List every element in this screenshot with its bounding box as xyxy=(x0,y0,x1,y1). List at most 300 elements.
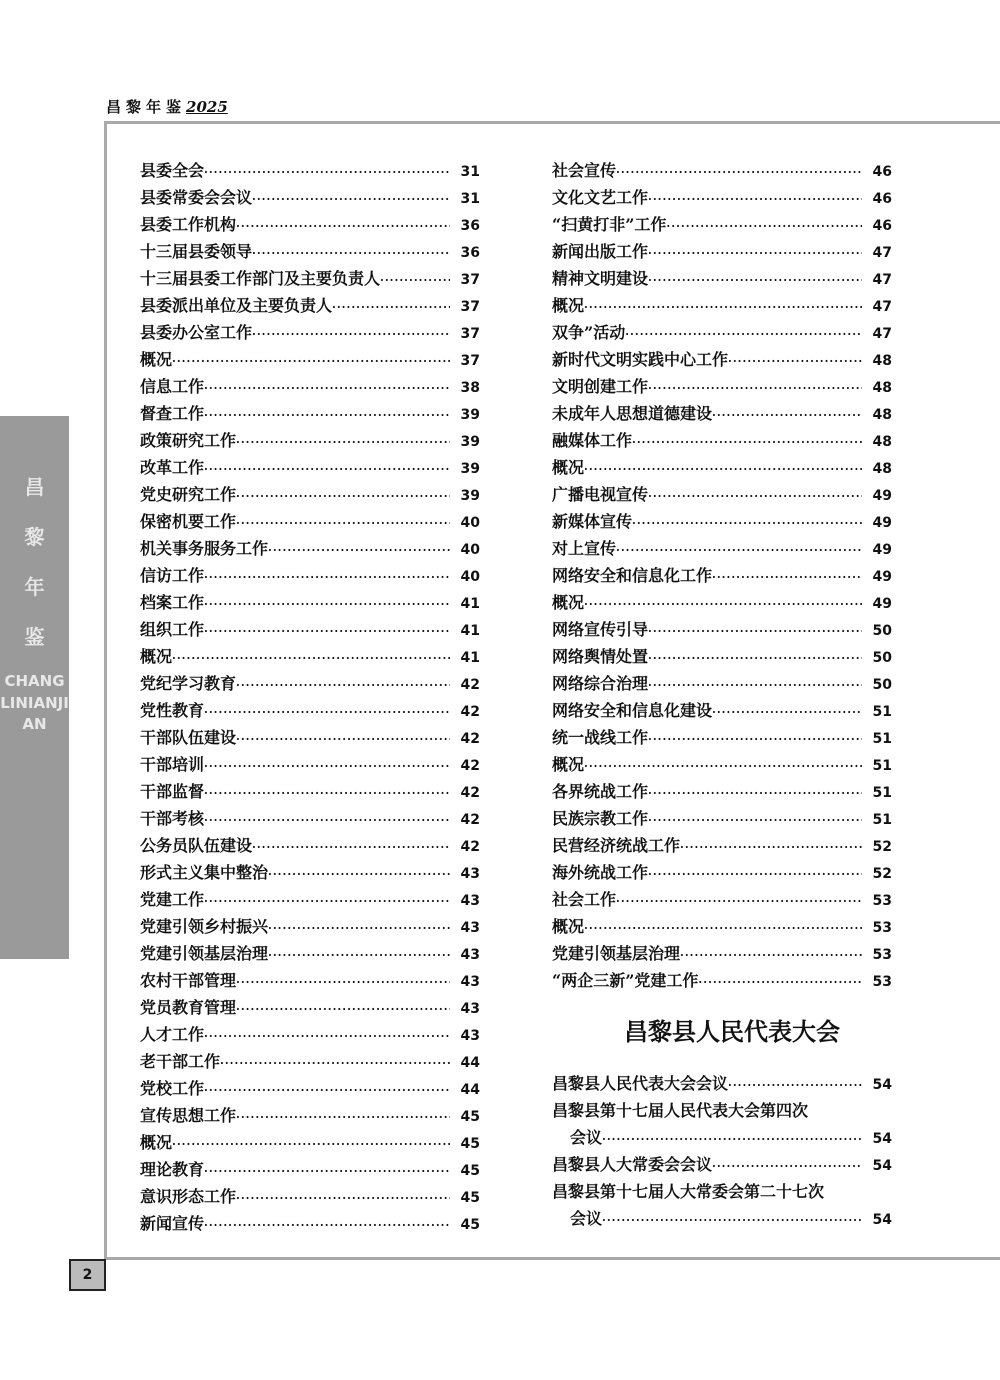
leader-dots xyxy=(204,753,450,780)
toc-entry[interactable] xyxy=(140,346,480,373)
toc-entry-page: 43 xyxy=(460,947,480,963)
toc-entry[interactable] xyxy=(140,940,480,967)
toc-entry-title: 党纪学习教育 xyxy=(140,674,237,693)
leader-dots xyxy=(268,861,450,888)
leader-dots xyxy=(648,240,862,267)
toc-entry[interactable] xyxy=(552,778,892,805)
toc-entry[interactable] xyxy=(552,319,892,346)
toc-entry-title: 公务员队伍建设 xyxy=(140,836,253,855)
leader-dots xyxy=(172,1131,450,1158)
leader-dots xyxy=(648,726,862,753)
leader-dots xyxy=(204,564,450,591)
leader-dots xyxy=(648,807,862,834)
toc-entry[interactable] xyxy=(140,1021,480,1048)
leader-dots xyxy=(252,321,450,348)
toc-entry-page: 54 xyxy=(872,1131,892,1147)
leader-dots xyxy=(220,1050,450,1077)
leader-dots xyxy=(648,672,862,699)
toc-entry-page: 48 xyxy=(872,353,892,369)
leader-dots xyxy=(236,996,450,1023)
toc-entry-title: 保密机要工作 xyxy=(140,512,237,531)
toc-entry-title: “两企三新”党建工作 xyxy=(552,971,699,990)
leader-dots xyxy=(648,186,862,213)
toc-entry[interactable] xyxy=(140,184,480,211)
toc-entry[interactable] xyxy=(552,508,892,535)
leader-dots xyxy=(204,1212,450,1239)
leader-dots xyxy=(712,402,862,429)
leader-dots xyxy=(204,1077,450,1104)
side-tab-char: 鉴 xyxy=(24,625,45,649)
toc-entry[interactable] xyxy=(552,805,892,832)
toc-entry-title: 党建引领基层治理 xyxy=(552,944,681,963)
leader-dots xyxy=(648,483,862,510)
side-tab-latin: CHANGLINIANJIAN xyxy=(0,672,69,733)
leader-dots xyxy=(236,1185,450,1212)
leader-dots xyxy=(204,618,450,645)
toc-entry-title: 概况 xyxy=(552,296,585,315)
toc-entry-title: 党建引领基层治理 xyxy=(140,944,269,963)
toc-entry[interactable] xyxy=(140,1075,480,1102)
toc-entry-page: 53 xyxy=(872,974,892,990)
toc-entry[interactable] xyxy=(552,859,892,886)
toc-entry-title: 概况 xyxy=(552,917,585,936)
side-tab-char: 黎 xyxy=(24,525,45,549)
toc-entry-title: 昌黎县第十七届人大常委会第二十七次 xyxy=(552,1182,825,1201)
toc-entry-title: 民营经济统战工作 xyxy=(552,836,681,855)
leader-dots xyxy=(252,834,450,861)
toc-entry-title: 概况 xyxy=(140,350,173,369)
toc-entry-title: 党史研究工作 xyxy=(140,485,237,504)
toc-entry[interactable] xyxy=(140,1210,480,1237)
toc-entry-page: 42 xyxy=(460,839,480,855)
toc-entry-page: 45 xyxy=(460,1163,480,1179)
toc-entry-title: 融媒体工作 xyxy=(552,431,633,450)
toc-entry-page: 47 xyxy=(872,299,892,315)
page-number: 2 xyxy=(69,1259,106,1291)
toc-entry-title: 形式主义集中整治 xyxy=(140,863,269,882)
toc-left-column xyxy=(140,157,480,1237)
leader-dots xyxy=(236,213,450,240)
toc-entry-title: 干部考核 xyxy=(140,809,205,828)
toc-entry-page: 41 xyxy=(460,596,480,612)
toc-entry-page: 51 xyxy=(872,704,892,720)
leader-dots xyxy=(648,861,862,888)
toc-entry[interactable] xyxy=(140,967,480,994)
toc-entry-title: 机关事务服务工作 xyxy=(140,539,269,558)
toc-entry[interactable] xyxy=(552,589,892,616)
toc-entry-title: 未成年人思想道德建设 xyxy=(552,404,713,423)
toc-entry-page: 47 xyxy=(872,272,892,288)
toc-entry-page: 54 xyxy=(872,1077,892,1093)
toc-entry[interactable] xyxy=(140,265,480,292)
toc-entry-page: 41 xyxy=(460,623,480,639)
leader-dots xyxy=(680,942,862,969)
toc-entry-page: 39 xyxy=(460,434,480,450)
toc-entry-page: 45 xyxy=(460,1109,480,1125)
toc-entry-page: 47 xyxy=(872,326,892,342)
toc-entry-page: 42 xyxy=(460,704,480,720)
toc-entry-title: 理论教育 xyxy=(140,1160,205,1179)
side-tab xyxy=(0,416,69,959)
toc-entry-page: 45 xyxy=(460,1136,480,1152)
leader-dots xyxy=(204,159,450,186)
toc-entry[interactable] xyxy=(552,697,892,724)
toc-entry[interactable] xyxy=(552,1151,892,1178)
toc-entry[interactable] xyxy=(552,292,892,319)
toc-entry[interactable] xyxy=(140,319,480,346)
toc-entry-page: 39 xyxy=(460,461,480,477)
leader-dots xyxy=(712,699,862,726)
toc-entry[interactable] xyxy=(140,832,480,859)
toc-entry-title: “扫黄打非”工作 xyxy=(552,215,667,234)
toc-entry-title: 新闻宣传 xyxy=(140,1214,205,1233)
toc-entry-page: 48 xyxy=(872,461,892,477)
toc-entry[interactable] xyxy=(140,157,480,184)
toc-entry-title: 县委常委会会议 xyxy=(140,188,253,207)
toc-entry-title: 十三届县委领导 xyxy=(140,242,253,261)
toc-entry-title: 意识形态工作 xyxy=(140,1187,237,1206)
toc-entry-title: 信息工作 xyxy=(140,377,205,396)
toc-entry[interactable] xyxy=(552,157,892,184)
toc-entry[interactable] xyxy=(552,535,892,562)
toc-entry-title: 文化文艺工作 xyxy=(552,188,649,207)
toc-entry-page: 49 xyxy=(872,542,892,558)
toc-entry-page: 40 xyxy=(460,515,480,531)
toc-entry-title: 社会工作 xyxy=(552,890,617,909)
leader-dots xyxy=(616,537,862,564)
toc-entry[interactable] xyxy=(140,805,480,832)
toc-entry-page: 45 xyxy=(460,1190,480,1206)
leader-dots xyxy=(236,483,450,510)
toc-entry-title: 档案工作 xyxy=(140,593,205,612)
leader-dots xyxy=(648,780,862,807)
toc-entry-page: 40 xyxy=(460,569,480,585)
toc-entry-title: 广播电视宣传 xyxy=(552,485,649,504)
leader-dots xyxy=(616,888,862,915)
leader-dots xyxy=(728,348,862,375)
leader-dots xyxy=(584,456,862,483)
section-heading: 昌黎县人民代表大会 xyxy=(624,1017,840,1046)
toc-entry-title: 县委办公室工作 xyxy=(140,323,253,342)
leader-dots xyxy=(666,213,862,240)
toc-entry-page: 43 xyxy=(460,974,480,990)
toc-entry-page: 46 xyxy=(872,164,892,180)
leader-dots xyxy=(632,429,862,456)
toc-entry-page: 42 xyxy=(460,677,480,693)
toc-entry-title: 概况 xyxy=(140,647,173,666)
toc-entry-page: 37 xyxy=(460,299,480,315)
leader-dots xyxy=(204,780,450,807)
toc-entry[interactable] xyxy=(552,886,892,913)
leader-dots xyxy=(236,969,450,996)
toc-entry-page: 37 xyxy=(460,326,480,342)
toc-entry-title: 网络宣传引导 xyxy=(552,620,649,639)
leader-dots xyxy=(268,915,450,942)
toc-entry[interactable] xyxy=(140,913,480,940)
toc-entry-page: 48 xyxy=(872,434,892,450)
toc-entry-page: 39 xyxy=(460,488,480,504)
toc-entry-page: 41 xyxy=(460,650,480,666)
toc-entry-page: 53 xyxy=(872,893,892,909)
toc-entry[interactable] xyxy=(552,346,892,373)
leader-dots xyxy=(204,888,450,915)
toc-entry-title: 概况 xyxy=(140,1133,173,1152)
toc-entry[interactable] xyxy=(140,1102,480,1129)
toc-entry-title: 对上宣传 xyxy=(552,539,617,558)
toc-entry[interactable] xyxy=(140,454,480,481)
toc-entry-page: 43 xyxy=(460,866,480,882)
toc-entry[interactable] xyxy=(552,481,892,508)
toc-entry-page: 45 xyxy=(460,1217,480,1233)
toc-entry-title: 党员教育管理 xyxy=(140,998,237,1017)
toc-entry[interactable] xyxy=(140,724,480,751)
toc-entry-page: 44 xyxy=(460,1055,480,1071)
toc-entry-title: 督查工作 xyxy=(140,404,205,423)
toc-entry-page: 38 xyxy=(460,380,480,396)
toc-entry-title: 新媒体宣传 xyxy=(552,512,633,531)
leader-dots xyxy=(584,591,862,618)
leader-dots xyxy=(236,510,450,537)
leader-dots xyxy=(172,348,450,375)
toc-entry[interactable] xyxy=(552,967,892,994)
toc-entry-title: 改革工作 xyxy=(140,458,205,477)
leader-dots xyxy=(602,1126,862,1153)
toc-entry-title: 昌黎县人大常委会会议 xyxy=(552,1155,713,1174)
toc-entry-page: 42 xyxy=(460,785,480,801)
toc-entry-title: 县委工作机构 xyxy=(140,215,237,234)
toc-entry[interactable] xyxy=(140,1156,480,1183)
toc-entry[interactable] xyxy=(140,778,480,805)
leader-dots xyxy=(584,915,862,942)
toc-entry-page: 36 xyxy=(460,218,480,234)
toc-entry-title: 党性教育 xyxy=(140,701,205,720)
leader-dots xyxy=(698,969,862,996)
toc-entry-title: 各界统战工作 xyxy=(552,782,649,801)
leader-dots xyxy=(204,402,450,429)
toc-entry-title: 干部队伍建设 xyxy=(140,728,237,747)
leader-dots xyxy=(584,294,862,321)
toc-entry[interactable] xyxy=(140,994,480,1021)
leader-dots xyxy=(236,672,450,699)
leader-dots xyxy=(236,429,450,456)
leader-dots xyxy=(252,186,450,213)
leader-dots xyxy=(712,1153,862,1180)
toc-entry-page: 53 xyxy=(872,920,892,936)
toc-entry[interactable] xyxy=(552,1097,892,1124)
toc-entry-page: 37 xyxy=(460,353,480,369)
toc-entry-title: 十三届县委工作部门及主要负责人 xyxy=(140,269,381,288)
toc-entry[interactable] xyxy=(552,184,892,211)
toc-entry-title: 干部培训 xyxy=(140,755,205,774)
toc-entry-page: 51 xyxy=(872,812,892,828)
toc-entry[interactable] xyxy=(140,427,480,454)
leader-dots xyxy=(680,834,862,861)
toc-entry-page: 42 xyxy=(460,731,480,747)
toc-entry[interactable] xyxy=(140,1183,480,1210)
toc-entry-page: 51 xyxy=(872,785,892,801)
toc-entry-title: 海外统战工作 xyxy=(552,863,649,882)
toc-entry-title: 新闻出版工作 xyxy=(552,242,649,261)
toc-entry[interactable] xyxy=(552,643,892,670)
toc-entry[interactable] xyxy=(552,373,892,400)
toc-entry-page: 51 xyxy=(872,731,892,747)
toc-entry-page: 37 xyxy=(460,272,480,288)
toc-entry[interactable] xyxy=(140,481,480,508)
toc-entry-page: 50 xyxy=(872,677,892,693)
toc-entry-page: 49 xyxy=(872,596,892,612)
toc-entry-title: 新时代文明实践中心工作 xyxy=(552,350,729,369)
toc-entry-page: 48 xyxy=(872,380,892,396)
leader-dots xyxy=(648,375,862,402)
leader-dots xyxy=(625,321,862,348)
toc-entry[interactable] xyxy=(140,535,480,562)
toc-entry-title: 统一战线工作 xyxy=(552,728,649,747)
toc-entry[interactable] xyxy=(140,400,480,427)
leader-dots xyxy=(648,618,862,645)
toc-entry[interactable] xyxy=(140,616,480,643)
toc-entry[interactable] xyxy=(552,670,892,697)
toc-entry[interactable] xyxy=(140,751,480,778)
toc-entry[interactable] xyxy=(552,238,892,265)
toc-entry[interactable] xyxy=(552,454,892,481)
toc-entry-title: 宣传思想工作 xyxy=(140,1106,237,1125)
toc-entry[interactable] xyxy=(140,886,480,913)
leader-dots xyxy=(648,267,862,294)
toc-entry[interactable] xyxy=(140,589,480,616)
leader-dots xyxy=(204,591,450,618)
toc-entry[interactable] xyxy=(140,1129,480,1156)
toc-entry-title: 县委全会 xyxy=(140,161,205,180)
toc-entry-title: 县委派出单位及主要负责人 xyxy=(140,296,333,315)
toc-entry[interactable] xyxy=(552,616,892,643)
toc-entry-title: 概况 xyxy=(552,755,585,774)
leader-dots xyxy=(728,1072,862,1099)
leader-dots xyxy=(236,726,450,753)
toc-entry[interactable] xyxy=(552,1124,892,1151)
leader-dots xyxy=(204,456,450,483)
toc-entry[interactable] xyxy=(140,670,480,697)
leader-dots xyxy=(380,267,450,294)
toc-entry-title: 党建引领乡村振兴 xyxy=(140,917,269,936)
leader-dots xyxy=(236,1104,450,1131)
toc-entry-page: 40 xyxy=(460,542,480,558)
toc-entry-page: 48 xyxy=(872,407,892,423)
toc-entry[interactable] xyxy=(140,211,480,238)
toc-entry-page: 44 xyxy=(460,1082,480,1098)
toc-entry[interactable] xyxy=(140,238,480,265)
toc-entry-page: 52 xyxy=(872,839,892,855)
toc-entry-page: 42 xyxy=(460,812,480,828)
toc-entry[interactable] xyxy=(140,643,480,670)
toc-entry[interactable] xyxy=(552,940,892,967)
toc-entry-page: 39 xyxy=(460,407,480,423)
toc-entry-title: 网络舆情处置 xyxy=(552,647,649,666)
toc-entry-page: 53 xyxy=(872,947,892,963)
toc-entry-page: 43 xyxy=(460,893,480,909)
toc-entry[interactable] xyxy=(140,373,480,400)
toc-entry[interactable] xyxy=(552,751,892,778)
toc-entry[interactable] xyxy=(552,1070,892,1097)
toc-entry-page: 31 xyxy=(460,191,480,207)
leader-dots xyxy=(172,645,450,672)
running-header xyxy=(106,96,228,117)
header-year: 2025 xyxy=(186,98,228,116)
toc-entry-page: 54 xyxy=(872,1158,892,1174)
side-tab-char: 年 xyxy=(24,575,45,599)
toc-entry[interactable] xyxy=(140,562,480,589)
leader-dots xyxy=(252,240,450,267)
toc-entry-title: 文明创建工作 xyxy=(552,377,649,396)
toc-entry-title: 党校工作 xyxy=(140,1079,205,1098)
toc-entry[interactable] xyxy=(552,400,892,427)
toc-entry-page: 49 xyxy=(872,569,892,585)
toc-entry[interactable] xyxy=(552,1205,892,1232)
toc-entry-page: 46 xyxy=(872,218,892,234)
toc-entry-title: 党建工作 xyxy=(140,890,205,909)
leader-dots xyxy=(268,537,450,564)
leader-dots xyxy=(602,1207,862,1234)
toc-entry-page: 43 xyxy=(460,920,480,936)
toc-entry-page: 36 xyxy=(460,245,480,261)
toc-entry-title: 概况 xyxy=(552,458,585,477)
toc-entry[interactable] xyxy=(552,832,892,859)
toc-entry[interactable] xyxy=(552,913,892,940)
toc-entry[interactable] xyxy=(552,1178,892,1205)
leader-dots xyxy=(584,753,862,780)
toc-entry-page: 50 xyxy=(872,650,892,666)
leader-dots xyxy=(204,375,450,402)
toc-entry-page: 50 xyxy=(872,623,892,639)
toc-entry[interactable] xyxy=(552,265,892,292)
toc-entry-title: 人才工作 xyxy=(140,1025,205,1044)
header-title: 昌黎年鉴 xyxy=(106,98,187,116)
toc-entry-title: 昌黎县第十七届人民代表大会第四次 xyxy=(552,1101,809,1120)
toc-entry-title: 会议 xyxy=(570,1128,603,1147)
toc-entry[interactable] xyxy=(140,859,480,886)
toc-entry[interactable] xyxy=(552,724,892,751)
toc-entry-title: 农村干部管理 xyxy=(140,971,237,990)
leader-dots xyxy=(632,510,862,537)
toc-entry-title: 双争”活动 xyxy=(552,323,626,342)
toc-entry-page: 54 xyxy=(872,1212,892,1228)
leader-dots xyxy=(616,159,862,186)
toc-entry[interactable] xyxy=(140,1048,480,1075)
leader-dots xyxy=(204,1158,450,1185)
toc-entry-title: 网络安全和信息化建设 xyxy=(552,701,713,720)
toc-entry-page: 49 xyxy=(872,515,892,531)
toc-entry[interactable] xyxy=(552,562,892,589)
toc-entry-title: 组织工作 xyxy=(140,620,205,639)
toc-entry-title: 干部监督 xyxy=(140,782,205,801)
toc-entry-page: 42 xyxy=(460,758,480,774)
toc-entry[interactable] xyxy=(552,211,892,238)
toc-entry-title: 社会宣传 xyxy=(552,161,617,180)
toc-entry[interactable] xyxy=(140,697,480,724)
toc-entry[interactable] xyxy=(140,292,480,319)
toc-entry-title: 政策研究工作 xyxy=(140,431,237,450)
toc-entry-title: 民族宗教工作 xyxy=(552,809,649,828)
toc-entry-page: 31 xyxy=(460,164,480,180)
toc-entry-title: 网络综合治理 xyxy=(552,674,649,693)
toc-entry[interactable] xyxy=(552,427,892,454)
leader-dots xyxy=(204,807,450,834)
toc-entry[interactable] xyxy=(140,508,480,535)
toc-right-column xyxy=(552,157,892,1232)
toc-entry-title: 网络安全和信息化工作 xyxy=(552,566,713,585)
leader-dots xyxy=(332,294,450,321)
toc-entry-title: 概况 xyxy=(552,593,585,612)
toc-entry-page: 43 xyxy=(460,1028,480,1044)
